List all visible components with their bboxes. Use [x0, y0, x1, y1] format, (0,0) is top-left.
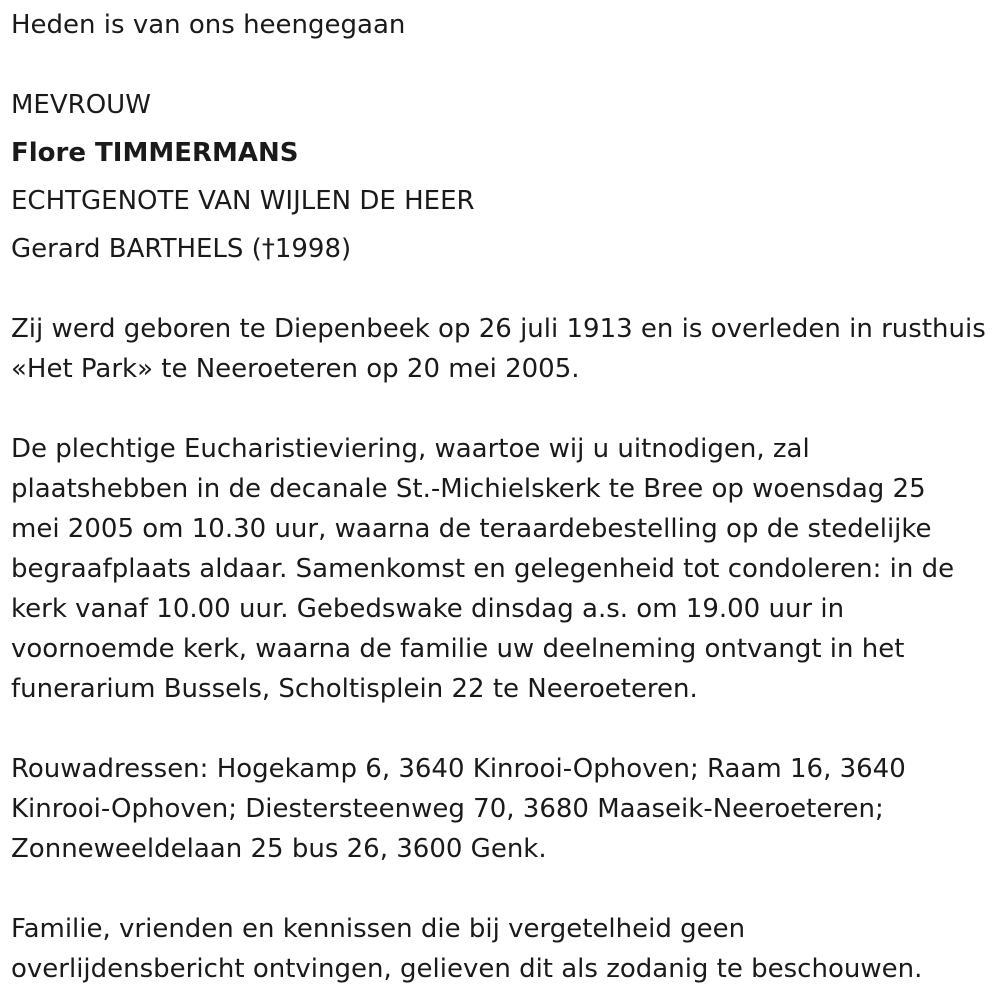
- birth-death-line: Zij werd geboren te Diepenbeek op 26 juli 1913 en is overleden in rusthuis: [11, 314, 986, 344]
- spouse-name: Gerard BARTHELS (†1998): [11, 234, 352, 264]
- ceremony-line: De plechtige Eucharistieviering, waartoe wij u uitnodigen, zal: [11, 434, 810, 464]
- spouse-prefix: ECHTGENOTE VAN WIJLEN DE HEER: [11, 186, 475, 216]
- ceremony-line: mei 2005 om 10.30 uur, waarna de teraardebestelling op de stedelijke: [11, 514, 932, 544]
- title-text: MEVROUW: [11, 90, 151, 120]
- ceremony-line: funerarium Bussels, Scholtisplein 22 te Neeroeteren.: [11, 674, 698, 704]
- ceremony-line: plaatshebben in de decanale St.-Michielskerk te Bree op woensdag 25: [11, 474, 926, 504]
- intro-text: Heden is van ons heengegaan: [11, 10, 406, 40]
- deceased-name: Flore TIMMERMANS: [11, 138, 299, 168]
- closing-line: Familie, vrienden en kennissen die bij vergetelheid geen: [11, 914, 746, 944]
- ceremony-line: voornoemde kerk, waarna de familie uw deelneming ontvangt in het: [11, 634, 905, 664]
- ceremony-line: begraafplaats aldaar. Samenkomst en gelegenheid tot condoleren: in de: [11, 554, 955, 584]
- ceremony-line: kerk vanaf 10.00 uur. Gebedswake dinsdag a.s. om 19.00 uur in: [11, 594, 845, 624]
- birth-death-line: «Het Park» te Neeroeteren op 20 mei 2005.: [11, 354, 580, 384]
- address-line: Rouwadressen: Hogekamp 6, 3640 Kinrooi-Ophoven; Raam 16, 3640: [11, 754, 906, 784]
- closing-line: overlijdensbericht ontvingen, gelieven dit als zodanig te beschouwen.: [11, 954, 923, 984]
- address-line: Kinrooi-Ophoven; Diestersteenweg 70, 3680 Maaseik-Neeroeteren;: [11, 794, 884, 824]
- address-line: Zonneweeldelaan 25 bus 26, 3600 Genk.: [11, 834, 547, 864]
